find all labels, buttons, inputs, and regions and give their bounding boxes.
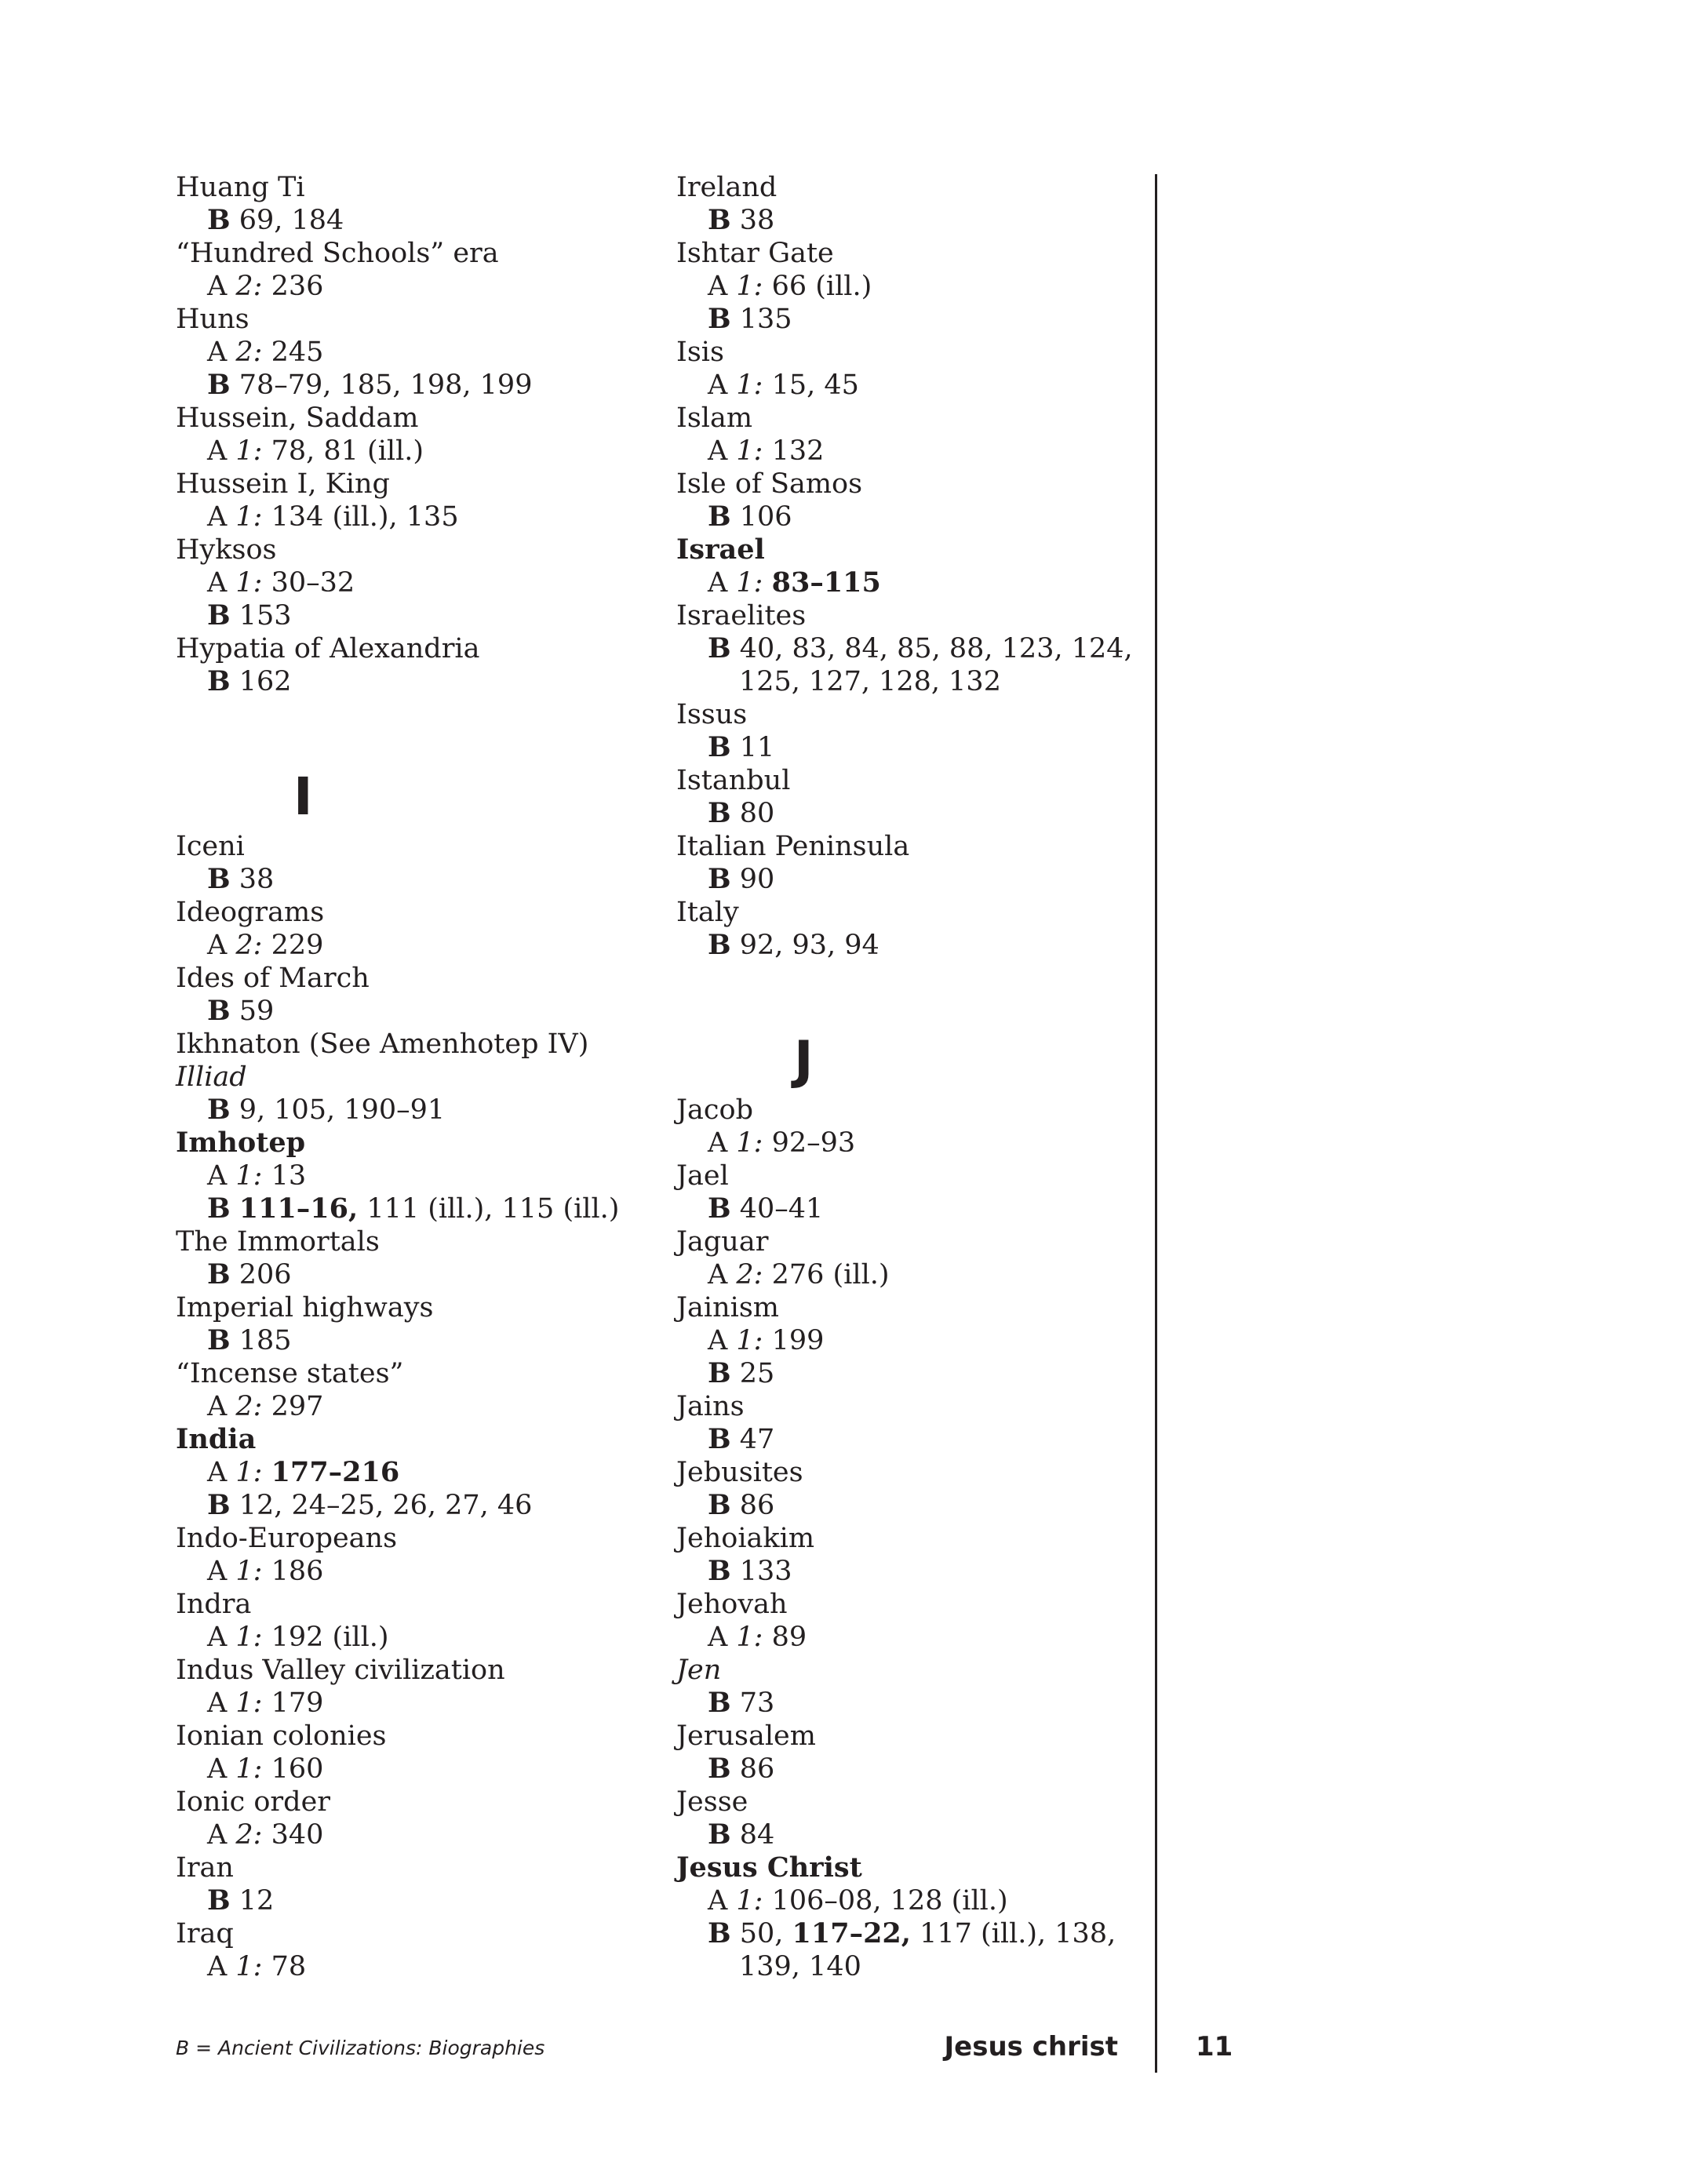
index-text: 132 <box>763 435 825 467</box>
index-text: A <box>207 1951 236 1982</box>
index-text: 40–41 <box>730 1193 824 1225</box>
index-text: A <box>708 1622 737 1653</box>
index-text: A <box>207 1457 236 1488</box>
index-text: Jesus Christ <box>676 1851 862 1884</box>
index-text: 111 (ill.), 115 (ill.) <box>358 1193 620 1225</box>
index-text: 117–22, <box>792 1917 911 1949</box>
index-text: B <box>708 1555 731 1587</box>
index-reference <box>176 863 619 896</box>
index-text: Israel <box>676 533 765 566</box>
index-text: 1: <box>235 1556 263 1587</box>
index-term <box>676 1225 1133 1258</box>
index-reference <box>676 1489 1133 1522</box>
index-term <box>676 1522 1133 1555</box>
index-text: 106 <box>730 501 792 533</box>
index-reference <box>676 929 1133 962</box>
index-text: B <box>708 731 731 763</box>
index-text: B <box>708 1917 731 1949</box>
index-text: Imhotep <box>176 1127 306 1159</box>
index-text: A <box>708 370 737 401</box>
index-text: Ideograms <box>176 897 325 928</box>
index-term <box>176 303 619 336</box>
index-term <box>176 632 619 665</box>
index-text: 92, 93, 94 <box>730 930 879 961</box>
index-reference <box>176 204 619 237</box>
index-text: 90 <box>730 864 775 895</box>
index-text: 133 <box>730 1556 792 1587</box>
index-text: 1: <box>736 370 763 401</box>
index-text: B <box>207 599 231 632</box>
index-term <box>176 896 619 929</box>
index-text: Indo-Europeans <box>176 1523 398 1554</box>
index-text: A <box>207 1819 236 1851</box>
index-text: B <box>207 665 231 697</box>
index-text: 1: <box>235 1951 263 1982</box>
index-text: 2: <box>736 1259 763 1291</box>
index-text: B <box>708 501 731 533</box>
index-reference <box>176 1390 619 1423</box>
index-text: A <box>708 1259 737 1291</box>
index-text: Jehoiakim <box>676 1523 815 1554</box>
index-text: A <box>708 435 737 467</box>
index-term <box>676 1390 1133 1423</box>
index-text: B <box>207 1489 231 1521</box>
index-text: 2: <box>235 271 263 302</box>
index-text: B <box>207 995 231 1027</box>
index-reference <box>676 204 1133 237</box>
index-reference <box>176 1258 619 1291</box>
index-term <box>176 1851 619 1884</box>
index-text: B <box>708 632 731 664</box>
index-text: Ionic order <box>176 1786 331 1818</box>
index-text: Islam <box>676 402 753 434</box>
index-term <box>176 1423 619 1456</box>
index-text: B <box>708 1753 731 1785</box>
index-term <box>676 830 1133 863</box>
index-term <box>176 1654 619 1687</box>
letter-heading-j: J <box>794 1030 814 1090</box>
index-text: 73 <box>730 1687 775 1719</box>
index-text: 30–32 <box>262 567 355 599</box>
index-text: Jacob <box>676 1094 753 1126</box>
index-text: B <box>207 1884 231 1917</box>
index-text: Jains <box>676 1391 745 1422</box>
index-term <box>676 1159 1133 1192</box>
index-reference <box>676 1423 1133 1456</box>
index-text: 38 <box>230 864 275 895</box>
index-group-i <box>176 830 619 1983</box>
index-text: 1: <box>736 567 763 599</box>
index-term <box>676 1588 1133 1621</box>
index-text: A <box>207 1391 236 1422</box>
index-text: Hypatia of Alexandria <box>176 633 480 664</box>
index-group-j <box>676 1094 1133 1983</box>
index-term <box>176 962 619 995</box>
index-term <box>676 1786 1133 1818</box>
index-text: 1: <box>235 1622 263 1653</box>
index-reference <box>676 1753 1133 1786</box>
index-text: 192 (ill.) <box>262 1622 389 1653</box>
index-text: 59 <box>230 996 275 1027</box>
index-text: Israelites <box>676 600 807 632</box>
index-text: B <box>708 1192 731 1225</box>
index-text: 13 <box>262 1160 307 1192</box>
index-text: B <box>207 863 231 895</box>
index-text: 25 <box>730 1358 775 1389</box>
index-text: 111–16, <box>239 1192 359 1225</box>
index-term <box>176 171 619 204</box>
index-reference <box>676 501 1133 533</box>
index-text: 1: <box>235 1687 263 1719</box>
index-text: 1: <box>235 435 263 467</box>
index-text: 135 <box>730 304 792 335</box>
index-text: A <box>207 930 236 961</box>
index-text: 66 (ill.) <box>763 271 872 302</box>
index-term <box>676 1456 1133 1489</box>
index-term <box>176 1291 619 1324</box>
index-text: “Incense states” <box>176 1358 404 1389</box>
index-text: A <box>708 1325 737 1356</box>
index-text: Ishtar Gate <box>676 238 834 269</box>
index-text: Jehovah <box>676 1589 788 1620</box>
index-text: Iraq <box>176 1918 234 1949</box>
index-text: 106–08, 128 (ill.) <box>763 1885 1008 1917</box>
index-text: Hussein I, King <box>176 468 390 500</box>
index-text: Italy <box>676 897 739 928</box>
index-text: A <box>708 271 737 302</box>
index-text: 83–115 <box>771 566 881 599</box>
index-reference <box>676 1127 1133 1159</box>
index-text: 1: <box>736 1885 763 1917</box>
index-term <box>176 402 619 435</box>
index-text: 15, 45 <box>763 370 859 401</box>
footer-note: B = Ancient Civilizations: Biographies <box>176 2037 545 2059</box>
index-text: A <box>207 1687 236 1719</box>
index-text: B <box>708 1357 731 1389</box>
index-text: B <box>708 1818 731 1851</box>
index-text <box>231 1193 239 1225</box>
index-text: 1: <box>235 1457 263 1488</box>
index-text: A <box>708 1127 737 1159</box>
index-term <box>176 533 619 566</box>
index-text: Italian Peninsula <box>676 831 910 862</box>
index-text <box>763 567 771 599</box>
index-text: 86 <box>730 1753 775 1785</box>
index-text: B <box>207 1192 231 1225</box>
index-text: A <box>207 1556 236 1587</box>
index-reference <box>176 1324 619 1357</box>
index-text: Jesse <box>676 1786 748 1818</box>
index-text: Jael <box>676 1160 729 1192</box>
index-reference <box>176 1884 619 1917</box>
index-text: A <box>207 337 236 368</box>
index-text: Istanbul <box>676 765 791 796</box>
index-text: 47 <box>730 1424 775 1455</box>
index-text <box>262 1457 271 1488</box>
index-text: Jerusalem <box>676 1720 816 1752</box>
index-term <box>676 336 1133 369</box>
index-text: B <box>207 1258 231 1291</box>
index-text: Hussein, Saddam <box>176 402 419 434</box>
index-term <box>676 402 1133 435</box>
index-reference <box>176 1687 619 1720</box>
index-reference <box>176 599 619 632</box>
index-column-right <box>676 171 1133 1983</box>
index-text: B <box>708 1489 731 1521</box>
index-term <box>176 1061 619 1094</box>
index-text: Jebusites <box>676 1457 803 1488</box>
index-text: 1: <box>736 1325 763 1356</box>
index-text: 1: <box>736 1127 763 1159</box>
index-text: A <box>207 567 236 599</box>
index-reference <box>176 1818 619 1851</box>
index-reference <box>176 435 619 468</box>
index-text: 229 <box>262 930 324 961</box>
index-reference <box>676 303 1133 336</box>
index-term <box>676 533 1133 566</box>
index-text: 78, 81 (ill.) <box>262 435 424 467</box>
index-text: 1: <box>235 501 263 533</box>
index-text: India <box>176 1423 257 1455</box>
index-reference <box>676 1950 1133 1983</box>
index-text: Ireland <box>676 172 778 203</box>
index-text: Illiad <box>176 1061 247 1093</box>
index-term <box>176 1127 619 1159</box>
index-text: 50, <box>730 1918 792 1949</box>
index-text: 78 <box>262 1951 307 1982</box>
index-reference <box>176 1555 619 1588</box>
index-text: 186 <box>262 1556 324 1587</box>
index-text: 206 <box>230 1259 292 1291</box>
index-text: 139, 140 <box>739 1951 861 1982</box>
index-text: 185 <box>230 1325 292 1356</box>
index-term <box>176 1028 619 1061</box>
index-text: 80 <box>730 798 775 829</box>
index-term <box>676 237 1133 270</box>
index-text: Iran <box>176 1852 234 1884</box>
index-text: 69, 184 <box>230 205 344 236</box>
index-reference <box>176 369 619 402</box>
index-text: 245 <box>262 337 324 368</box>
index-text: B <box>207 204 231 236</box>
index-term <box>676 599 1133 632</box>
index-text: Imperial highways <box>176 1292 434 1323</box>
index-reference <box>676 435 1133 468</box>
index-text: Isle of Samos <box>676 468 863 500</box>
index-reference <box>676 797 1133 830</box>
index-reference <box>176 1950 619 1983</box>
index-term <box>176 830 619 863</box>
index-text: Jaguar <box>676 1226 769 1258</box>
index-reference <box>676 1917 1133 1950</box>
index-text: A <box>207 271 236 302</box>
index-text: 1: <box>235 1753 263 1785</box>
index-term <box>676 171 1133 204</box>
index-text: Isis <box>676 337 724 368</box>
index-reference <box>676 1687 1133 1720</box>
index-reference <box>176 1753 619 1786</box>
index-reference <box>176 270 619 303</box>
index-text: 12 <box>230 1885 275 1917</box>
index-text: Indra <box>176 1589 252 1620</box>
index-group-h <box>176 171 619 698</box>
index-text: B <box>708 303 731 335</box>
index-text: B <box>207 369 231 401</box>
index-reference <box>676 369 1133 402</box>
index-text: 40, 83, 84, 85, 88, 123, 124, <box>730 633 1133 664</box>
footer-guide-word: Jesus christ <box>944 2031 1118 2062</box>
vertical-rule <box>1155 174 1157 2073</box>
index-text: A <box>207 1622 236 1653</box>
index-text: 2: <box>235 337 263 368</box>
index-term <box>676 896 1133 929</box>
index-text: 117 (ill.), 138, <box>910 1918 1116 1949</box>
index-text: B <box>708 1423 731 1455</box>
index-text: 153 <box>230 600 292 632</box>
index-text: 236 <box>262 271 324 302</box>
index-text: 2: <box>235 1391 263 1422</box>
index-term <box>176 1225 619 1258</box>
index-text: “Hundred Schools” era <box>176 238 499 269</box>
index-group-i-continued <box>676 171 1133 962</box>
index-term <box>676 764 1133 797</box>
index-reference <box>676 566 1133 599</box>
index-text: 78–79, 185, 198, 199 <box>230 370 533 401</box>
index-text: B <box>207 1324 231 1356</box>
index-text: 199 <box>763 1325 825 1356</box>
index-text: B <box>708 797 731 829</box>
index-text: 2: <box>235 1819 263 1851</box>
index-text: 340 <box>262 1819 324 1851</box>
index-term <box>176 468 619 501</box>
index-reference <box>676 1357 1133 1390</box>
index-term <box>676 1720 1133 1753</box>
index-text: Ionian colonies <box>176 1720 387 1752</box>
index-reference <box>176 1621 619 1654</box>
index-term <box>176 1357 619 1390</box>
index-text: 125, 127, 128, 132 <box>739 666 1001 697</box>
index-reference <box>676 1555 1133 1588</box>
index-reference <box>676 665 1133 698</box>
index-reference <box>176 995 619 1028</box>
index-term <box>676 1094 1133 1127</box>
index-text: Issus <box>676 699 748 730</box>
index-reference <box>676 863 1133 896</box>
index-text: 1: <box>736 435 763 467</box>
index-text: 162 <box>230 666 292 697</box>
index-text: 1: <box>736 271 763 302</box>
index-text: A <box>207 1160 236 1192</box>
index-reference <box>676 1818 1133 1851</box>
index-text: 160 <box>262 1753 324 1785</box>
index-text: A <box>708 567 737 599</box>
index-text: Hyksos <box>176 534 277 566</box>
index-text: B <box>708 929 731 961</box>
index-text: Huang Ti <box>176 172 305 203</box>
index-term <box>176 1720 619 1753</box>
index-term <box>176 1786 619 1818</box>
index-text: 1: <box>235 1160 263 1192</box>
index-text: A <box>708 1885 737 1917</box>
index-text: Ikhnaton (See Amenhotep IV) <box>176 1028 589 1060</box>
index-reference <box>176 1192 619 1225</box>
page-number: 11 <box>1196 2031 1233 2062</box>
index-text: 38 <box>730 205 775 236</box>
index-text: 84 <box>730 1819 775 1851</box>
index-term <box>676 468 1133 501</box>
index-term <box>176 1917 619 1950</box>
index-text: A <box>207 1753 236 1785</box>
index-text: B <box>708 204 731 236</box>
index-term <box>176 1588 619 1621</box>
index-text: 12, 24–25, 26, 27, 46 <box>230 1490 533 1521</box>
index-text: B <box>207 1094 231 1126</box>
index-reference <box>676 1621 1133 1654</box>
index-reference <box>676 1324 1133 1357</box>
index-text: A <box>207 501 236 533</box>
index-term <box>676 698 1133 731</box>
index-text: The Immortals <box>176 1226 380 1258</box>
index-reference <box>176 1489 619 1522</box>
index-text: 92–93 <box>763 1127 856 1159</box>
index-term <box>676 1851 1133 1884</box>
index-reference <box>176 1094 619 1127</box>
index-reference <box>176 501 619 533</box>
index-term <box>676 1654 1133 1687</box>
index-text: A <box>207 435 236 467</box>
index-text: Ides of March <box>176 963 370 994</box>
index-text: 1: <box>736 1622 763 1653</box>
index-text: Jen <box>676 1655 722 1686</box>
index-column-left <box>176 171 619 1983</box>
index-text: 134 (ill.), 135 <box>262 501 459 533</box>
index-term <box>176 1522 619 1555</box>
letter-heading-i: I <box>293 766 313 827</box>
index-reference <box>676 1192 1133 1225</box>
index-text: 177–216 <box>271 1456 400 1488</box>
index-reference <box>676 1884 1133 1917</box>
index-text: 89 <box>763 1622 807 1653</box>
index-text: 86 <box>730 1490 775 1521</box>
index-reference <box>676 1258 1133 1291</box>
index-text: B <box>708 1687 731 1719</box>
index-text: Jainism <box>676 1292 779 1323</box>
index-text: Huns <box>176 304 249 335</box>
index-text: 179 <box>262 1687 324 1719</box>
index-reference <box>176 566 619 599</box>
index-reference <box>676 632 1133 665</box>
index-text: 11 <box>730 732 775 763</box>
index-text: 9, 105, 190–91 <box>230 1094 446 1126</box>
index-reference <box>676 731 1133 764</box>
index-text: 297 <box>262 1391 324 1422</box>
index-text: Iceni <box>176 831 245 862</box>
index-reference <box>176 929 619 962</box>
index-text: Indus Valley civilization <box>176 1655 505 1686</box>
index-reference <box>176 1456 619 1489</box>
index-reference <box>676 270 1133 303</box>
index-text: B <box>708 863 731 895</box>
index-reference <box>176 665 619 698</box>
index-text: 2: <box>235 930 263 961</box>
index-term <box>176 237 619 270</box>
index-reference <box>176 336 619 369</box>
index-text: 1: <box>235 567 263 599</box>
index-term <box>676 1291 1133 1324</box>
index-reference <box>176 1159 619 1192</box>
index-text: 276 (ill.) <box>763 1259 890 1291</box>
